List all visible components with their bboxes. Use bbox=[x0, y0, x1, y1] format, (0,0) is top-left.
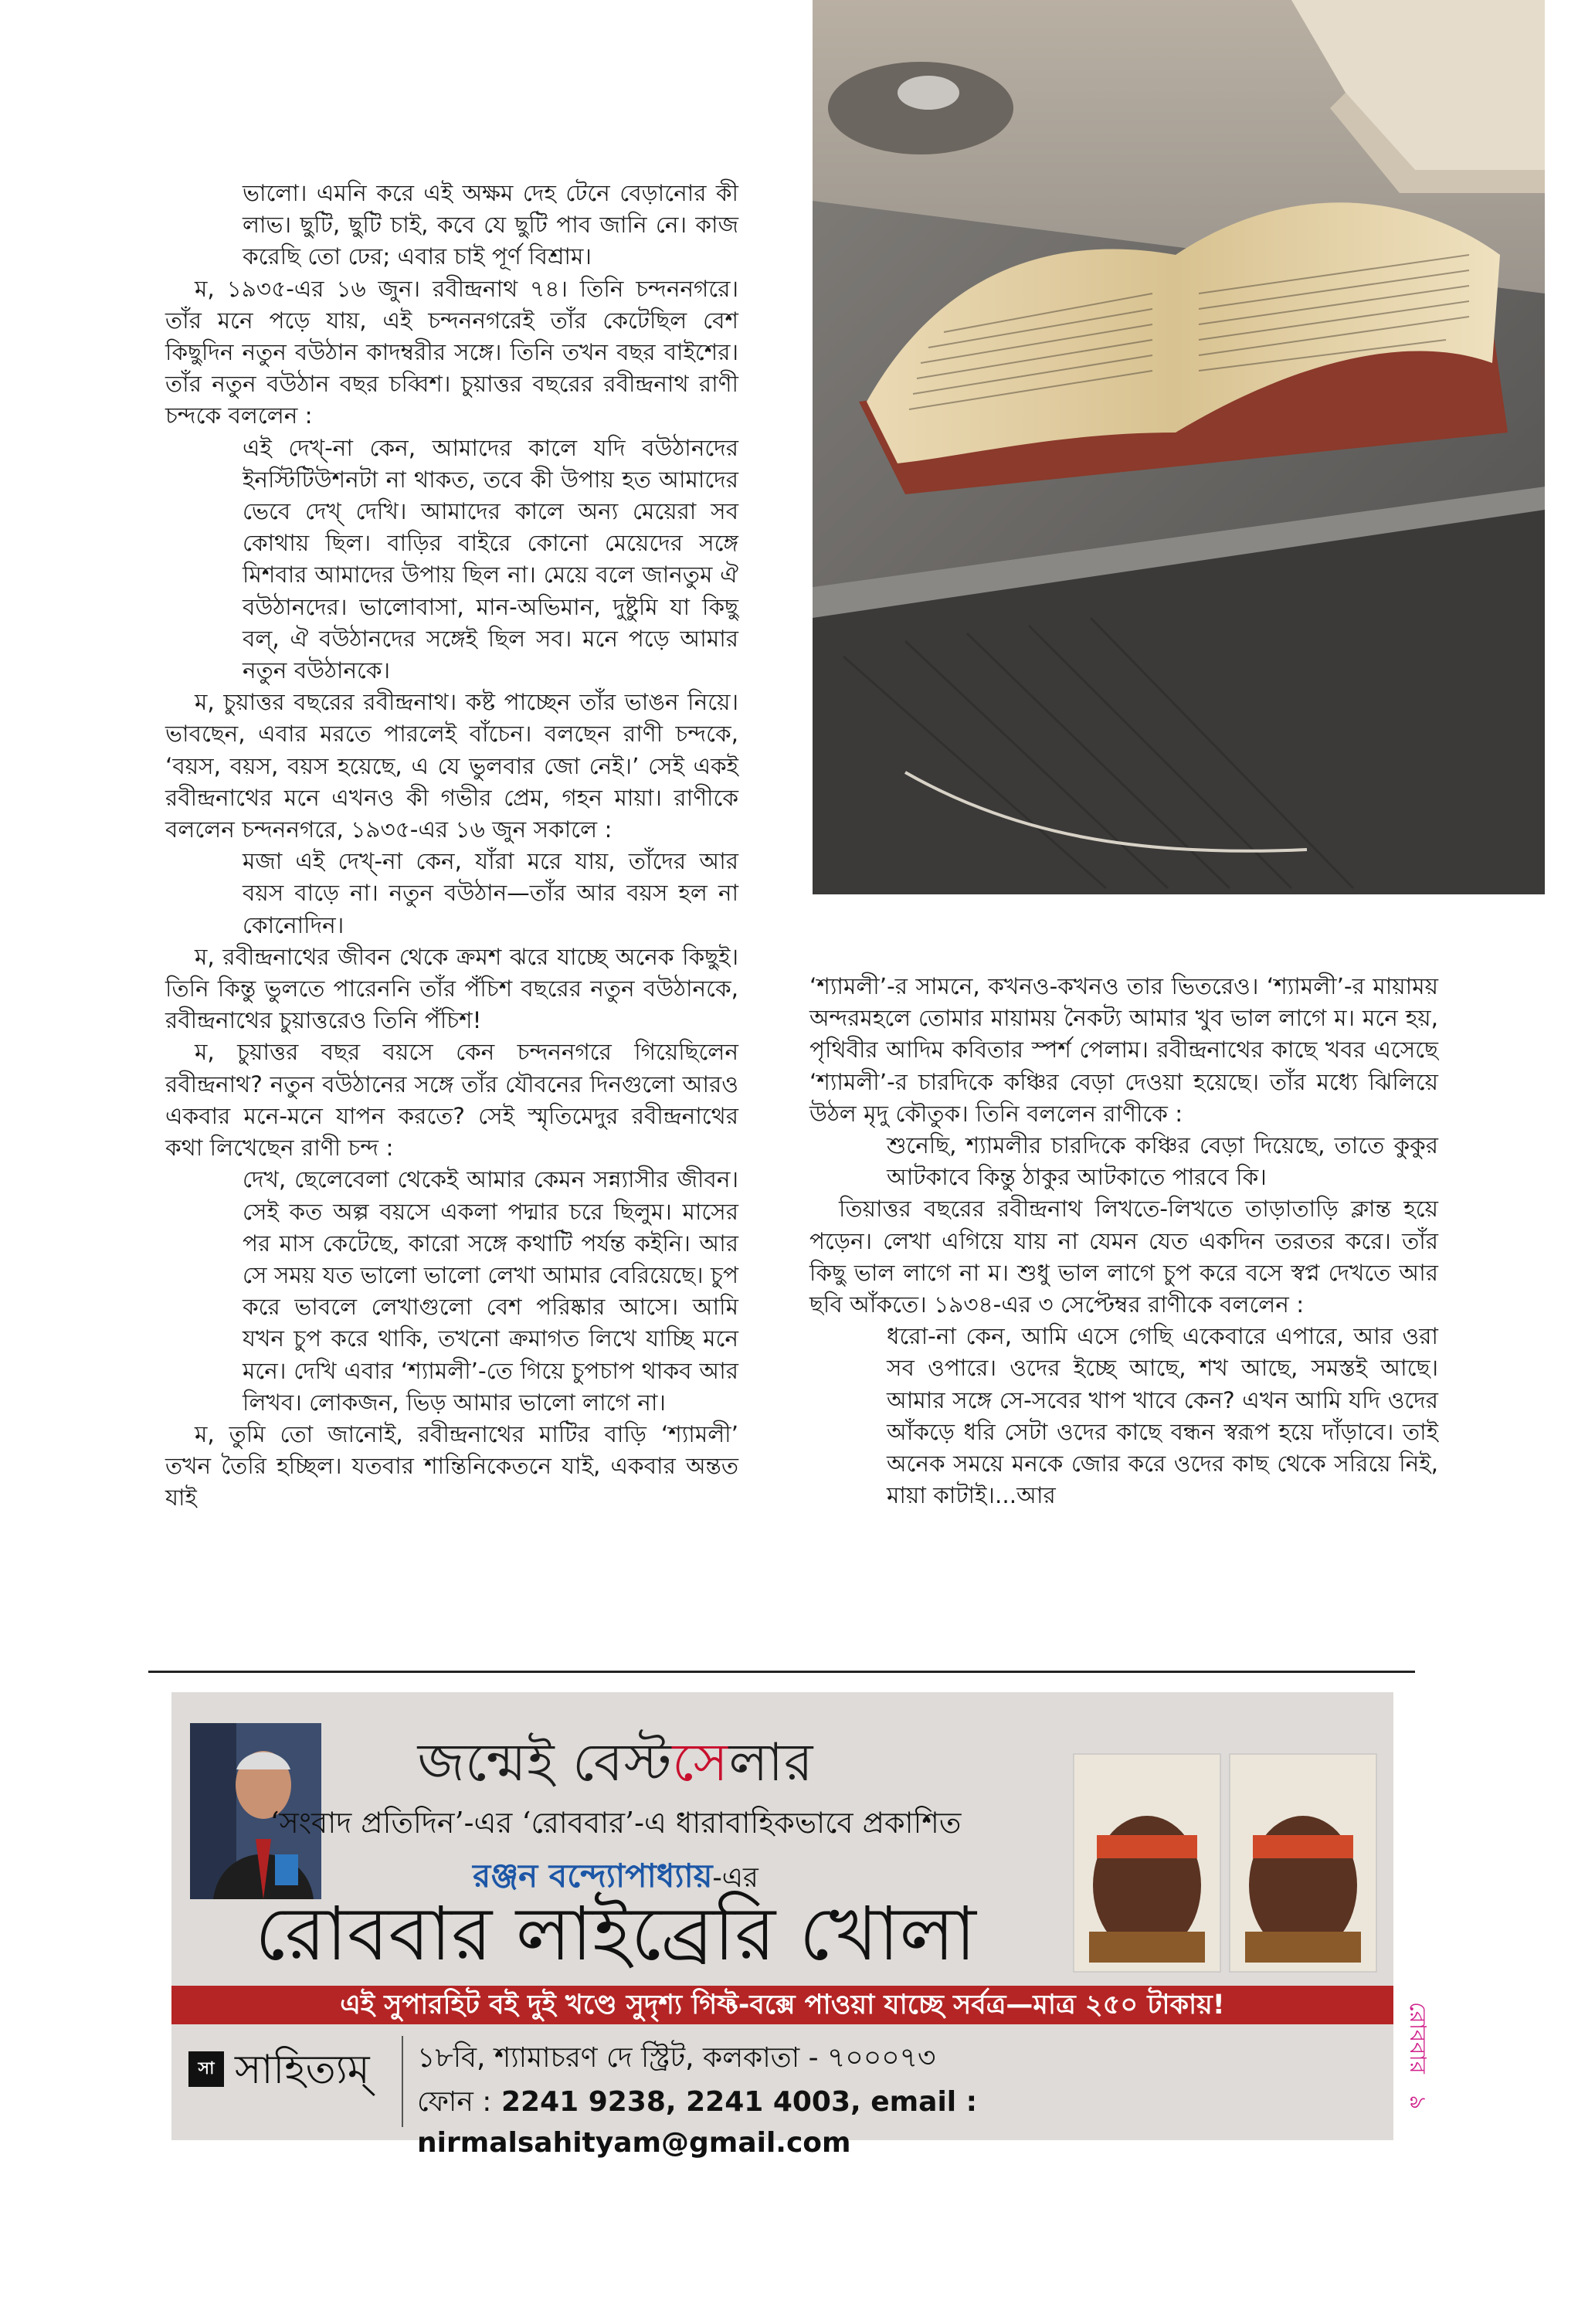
open-book-photo bbox=[813, 0, 1545, 894]
right-text-column bbox=[809, 971, 1438, 1511]
publisher-logo: সা bbox=[188, 2051, 224, 2087]
ad-divider bbox=[402, 2036, 403, 2127]
quoted-passage: দেখ, ছেলেবেলা থেকেই আমার কেমন সন্ন্যাসীর জীবন। সেই কত অল্প বয়সে একলা পদ্মার চরে ছিলুম। মাসের পর মাস কেটেছে, কারো সঙ্গে কথাটি পর্যন্ত কইনি। আর সে সময় যত ভালো ভালো লেখা আমার বেরিয়েছে। চুপ করে ভাবলে লেখাগুলো বেশ পরিষ্কার আসে। আমি যখন চুপ করে থাকি, তখনো ক্রমাগত লিখে যাচ্ছি মনে মনে। দেখি এবার ‘শ্যামলী’-তে গিয়ে চুপচাপ থাকব আর লিখব। লোকজন, ভিড় আমার ভালো লাগে না। bbox=[243, 1166, 738, 1416]
quoted-passage: ধরো-না কেন, আমি এসে গেছি একেবারে এপারে, আর ওরা সব ওপারে। ওদের ইচ্ছে আছে, শখ আছে, সমস্তই আছে। আমার সঙ্গে সে-সবের খাপ খাবে কেন? এখন আমি যদি ওদের আঁকড়ে ধরি সেটা ওদের কাছে বন্ধন স্বরূপ হয়ে দাঁড়াবে। তাই অনেক সময়ে মনকে জোর করে ওদের কাছ থেকে সরিয়ে নিই, মায়া কাটাই।...আর bbox=[887, 1323, 1438, 1509]
ad-book-title: রোববার লাইব্রেরি খোলা bbox=[255, 1891, 976, 1977]
ad-author: রঞ্জন বন্দ্যোপাধ্যায়-এর bbox=[473, 1857, 758, 1895]
left-text-column bbox=[165, 178, 738, 1515]
body-paragraph: ম, চুয়াত্তর বছরের রবীন্দ্রনাথ। কষ্ট পাচ্ছেন তাঁর ভাঙন নিয়ে। ভাবছেন, এবার মরতে পারলেই বাঁচেন। বলছেন রাণী চন্দকে, ‘বয়স, বয়স, বয়স হয়েছে, এ যে ভুলবার জো নেই।’ সেই একই রবীন্দ্রনাথের মনে এখনও কী গভীর প্রেম, গহন মায়া। রাণীকে বললেন চন্দননগরে, ১৯৩৫-এর ১৬ জুন সকালে : bbox=[165, 689, 738, 843]
page-number: ৯ bbox=[1405, 2095, 1431, 2110]
body-paragraph: তিয়াত্তর বছরের রবীন্দ্রনাথ লিখতে-লিখতে তাড়াতাড়ি ক্লান্ত হয়ে পড়েন। লেখা এগিয়ে যায় না যেমন যেত একদিন তরতর করে। তাঁর কিছু ভাল লাগে না ম। শুধু ভাল লাগে চুপ করে বসে স্বপ্ন দেখতে আর ছবি আঁকতে। ১৯৩৪-এর ৩ সেপ্টেম্বর রাণীকে বললেন : bbox=[809, 1196, 1438, 1318]
quoted-passage: শুনেছি, শ্যামলীর চারদিকে কঞ্চির বেড়া দিয়েছে, তাতে কুকুর আটকাবে কিন্তু ঠাকুর আটকাতে পারবে কি। bbox=[887, 1132, 1438, 1191]
ad-headline: জন্মেই বেস্টসেলার bbox=[417, 1732, 814, 1793]
quoted-passage: এই দেখ্-না কেন, আমাদের কালে যদি বউঠানদের ইনস্টিটিউশনটা না থাকত, তবে কী উপায় হত আমাদের ভেবে দেখ্ দেখি। আমাদের কালে অন্য মেয়েরা সব কোথায় ছিল। বাড়ির বাইরে কোনো মেয়েদের সঙ্গে মিশবার আমাদের উপায় ছিল না। মেয়ে বলে জানতুম ঐ বউঠানদের। ভালোবাসা, মান-অভিমান, দুষ্টুমি যা কিছু বল্, ঐ বউঠানদের সঙ্গেই ছিল সব। মনে পড়ে আমার নতুন বউঠানকে। bbox=[243, 434, 738, 684]
folio-label: রোববার bbox=[1405, 2002, 1431, 2074]
photo-illustration bbox=[813, 0, 1545, 894]
quoted-passage: ভালো। এমনি করে এই অক্ষম দেহ টেনে বেড়ানোর কী লাভ। ছুটি, ছুটি চাই, কবে যে ছুটি পাব জানি নে। কাজ করেছি তো ঢের; এবার চাই পূর্ণ বিশ্রাম। bbox=[243, 180, 738, 270]
body-paragraph: ম, তুমি তো জানোই, রবীন্দ্রনাথের মাটির বাড়ি ‘শ্যামলী’ তখন তৈরি হচ্ছিল। যতবার শান্তিনিকেতনে যাই, একবার অন্তত যাই bbox=[165, 1420, 738, 1511]
page-folio bbox=[1404, 2002, 1435, 2133]
ad-offer-banner: এই সুপারহিট বই দুই খণ্ডে সুদৃশ্য গিফ্ট-বক্সে পাওয়া যাচ্ছে সর্বত্র—মাত্র ২৫০ টাকায়! bbox=[171, 1986, 1393, 2024]
publisher-address: ১৮বি, শ্যামাচরণ দে স্ট্রিট, কলকাতা - ৭০০০৭৩ bbox=[417, 2042, 936, 2074]
section-divider bbox=[148, 1671, 1415, 1673]
publisher-contact: ফোন : 2241 9238, 2241 4003, email : nirmalsahityam@gmail.com bbox=[417, 2086, 978, 2159]
body-paragraph: ‘শ্যামলী’-র সামনে, কখনও-কখনও তার ভিতরেও। ‘শ্যামলী’-র মায়াময় অন্দরমহলে তোমার মায়াময় নৈকট্য আমার খুব ভাল লাগে ম। মনে হয়, পৃথিবীর আদিম কবিতার স্পর্শ পেলাম। রবীন্দ্রনাথের কাছে খবর এসেছে ‘শ্যামলী’-র চারদিকে কঞ্চির বেড়া দেওয়া হয়েছে। তাঁর মধ্যে ঝিলিয়ে উঠল মৃদু কৌতুক। তিনি বললেন রাণীকে : bbox=[809, 973, 1438, 1127]
body-paragraph: ম, চুয়াত্তর বছর বয়সে কেন চন্দননগরে গিয়েছিলেন রবীন্দ্রনাথ? নতুন বউঠানের সঙ্গে তাঁর যৌবনের দিনগুলো আরও একবার মনে-মনে যাপন করতে? সেই স্মৃতিমেদুর রবীন্দ্রনাথের কথা লিখেছেন রাণী চন্দ : bbox=[165, 1039, 738, 1162]
book-cover-volume-1 bbox=[1074, 1754, 1220, 1972]
body-paragraph: ম, রবীন্দ্রনাথের জীবন থেকে ক্রমশ ঝরে যাচ্ছে অনেক কিছুই। তিনি কিন্তু ভুলতে পারেননি তাঁর পঁচিশ বছরের নতুন বউঠানকে, রবীন্দ্রনাথের চুয়াত্তরেও তিনি পঁচিশ! bbox=[165, 943, 738, 1034]
ad-subline: ‘সংবাদ প্রতিদিন’-এর ‘রোববার’-এ ধারাবাহিকভাবে প্রকাশিত bbox=[270, 1806, 962, 1840]
publisher-name: সাহিত্যম্ bbox=[235, 2047, 370, 2093]
book-advertisement bbox=[171, 1692, 1393, 2159]
quoted-passage: মজা এই দেখ্-না কেন, যাঁরা মরে যায়, তাঁদের আর বয়স বাড়ে না। নতুন বউঠান—তাঁর আর বয়স হল না কোনোদিন। bbox=[243, 848, 738, 938]
body-paragraph: ম, ১৯৩৫-এর ১৬ জুন। রবীন্দ্রনাথ ৭৪। তিনি চন্দননগরে। তাঁর মনে পড়ে যায়, এই চন্দননগরেই তাঁর কেটেছিল বেশ কিছুদিন নতুন বউঠান কাদম্বরীর সঙ্গে। তিনি তখন বছর বাইশের। তাঁর নতুন বউঠান বছর চব্বিশ। চুয়াত্তর বছরের রবীন্দ্রনাথ রাণী চন্দকে বললেন : bbox=[165, 275, 738, 429]
book-cover-volume-2 bbox=[1230, 1754, 1376, 1972]
